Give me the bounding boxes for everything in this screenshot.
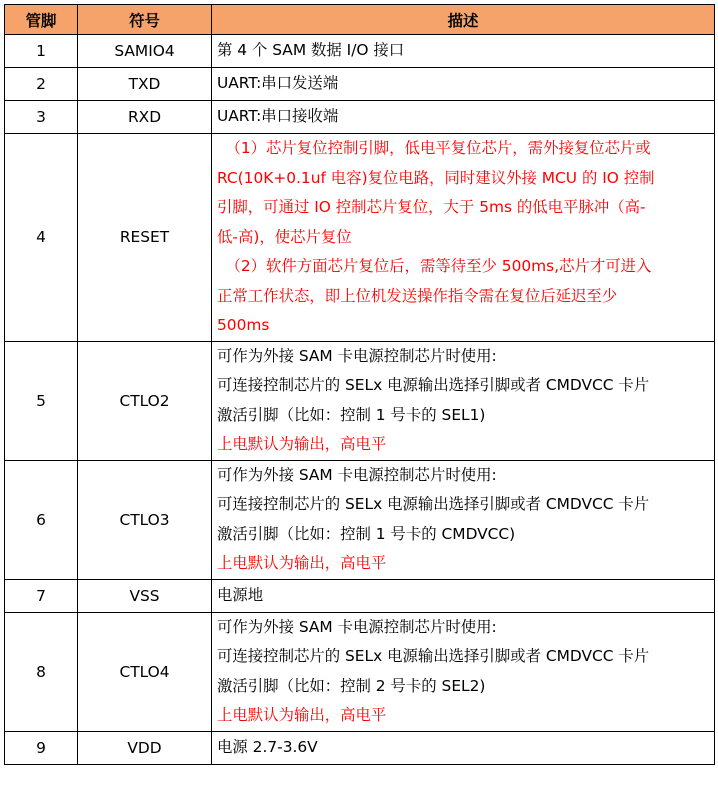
description-note-line: 引脚，可通过 IO 控制芯片复位，大于 5ms 的低电平脉冲（高-	[217, 198, 646, 216]
pin-number-cell: 4	[5, 134, 78, 342]
pin-number-cell: 2	[5, 68, 78, 101]
table-row	[5, 68, 715, 101]
table-row	[5, 101, 715, 134]
description-note-line: 低-高)，使芯片复位	[217, 227, 352, 246]
table-row	[5, 579, 715, 612]
description-note-line: 正常工作状态，即上位机发送操作指令需在复位后延迟至少	[217, 286, 618, 305]
pin-number-cell: 8	[5, 612, 78, 731]
pin-number-cell: 5	[5, 341, 78, 460]
pin-number-cell: 7	[5, 579, 78, 612]
description-line: 可连接控制芯片的 SELx 电源输出选择引脚或者 CMDVCC 卡片	[217, 495, 650, 513]
pin-number-cell: 6	[5, 460, 78, 579]
description-note-line: （2）软件方面芯片复位后，需等待至少 500ms,芯片才可进入	[225, 257, 652, 275]
symbol-cell: CTLO4	[78, 612, 212, 731]
description-cell	[212, 101, 715, 134]
table-row	[5, 731, 715, 764]
symbol-cell: VSS	[78, 579, 212, 612]
description-note-line: 上电默认为输出，高电平	[217, 554, 387, 572]
table-row	[5, 460, 715, 579]
description-line: 激活引脚（比如：控制 2 号卡的 SEL2)	[217, 676, 486, 695]
pin-description-table	[4, 4, 715, 765]
table-row	[5, 35, 715, 68]
description-cell	[212, 460, 715, 579]
header-symbol: 符号	[78, 5, 212, 35]
description-note-line: 上电默认为输出，高电平	[217, 706, 387, 724]
description-line: 可作为外接 SAM 卡电源控制芯片时使用:	[217, 465, 497, 484]
description-note-line: 500ms	[217, 316, 270, 334]
description-line: 激活引脚（比如：控制 1 号卡的 SEL1)	[217, 405, 486, 424]
description-cell	[212, 134, 715, 342]
table-body	[5, 35, 715, 765]
table-row	[5, 134, 715, 342]
header-pin: 管脚	[5, 5, 78, 35]
symbol-cell: CTLO2	[78, 341, 212, 460]
table-row	[5, 612, 715, 731]
description-cell	[212, 341, 715, 460]
table-row	[5, 341, 715, 460]
symbol-cell: CTLO3	[78, 460, 212, 579]
description-line: 电源地	[217, 585, 264, 604]
pin-number-cell: 9	[5, 731, 78, 764]
description-cell	[212, 612, 715, 731]
symbol-cell: RESET	[78, 134, 212, 342]
description-line: 第 4 个 SAM 数据 I/O 接口	[217, 41, 405, 60]
description-line: 可作为外接 SAM 卡电源控制芯片时使用:	[217, 346, 497, 365]
symbol-cell: RXD	[78, 101, 212, 134]
description-line: UART:串口接收端	[217, 107, 339, 126]
header-description: 描述	[212, 5, 715, 35]
description-note-line: （1）芯片复位控制引脚，低电平复位芯片，需外接复位芯片或	[225, 139, 651, 157]
pin-number-cell: 1	[5, 35, 78, 68]
description-line: UART:串口发送端	[217, 74, 339, 93]
pin-number-cell: 3	[5, 101, 78, 134]
description-line: 可作为外接 SAM 卡电源控制芯片时使用:	[217, 617, 497, 636]
description-cell	[212, 579, 715, 612]
description-cell	[212, 35, 715, 68]
symbol-cell: SAMIO4	[78, 35, 212, 68]
table-header-row	[5, 5, 715, 35]
description-note-line: 上电默认为输出，高电平	[217, 435, 387, 453]
description-line: 激活引脚（比如：控制 1 号卡的 CMDVCC)	[217, 524, 516, 543]
description-line: 可连接控制芯片的 SELx 电源输出选择引脚或者 CMDVCC 卡片	[217, 376, 650, 394]
description-cell	[212, 731, 715, 764]
description-cell	[212, 68, 715, 101]
description-line: 电源 2.7-3.6V	[217, 737, 318, 756]
description-line: 可连接控制芯片的 SELx 电源输出选择引脚或者 CMDVCC 卡片	[217, 647, 650, 665]
symbol-cell: TXD	[78, 68, 212, 101]
symbol-cell: VDD	[78, 731, 212, 764]
description-note-line: RC(10K+0.1uf 电容)复位电路，同时建议外接 MCU 的 IO 控制	[217, 168, 655, 187]
